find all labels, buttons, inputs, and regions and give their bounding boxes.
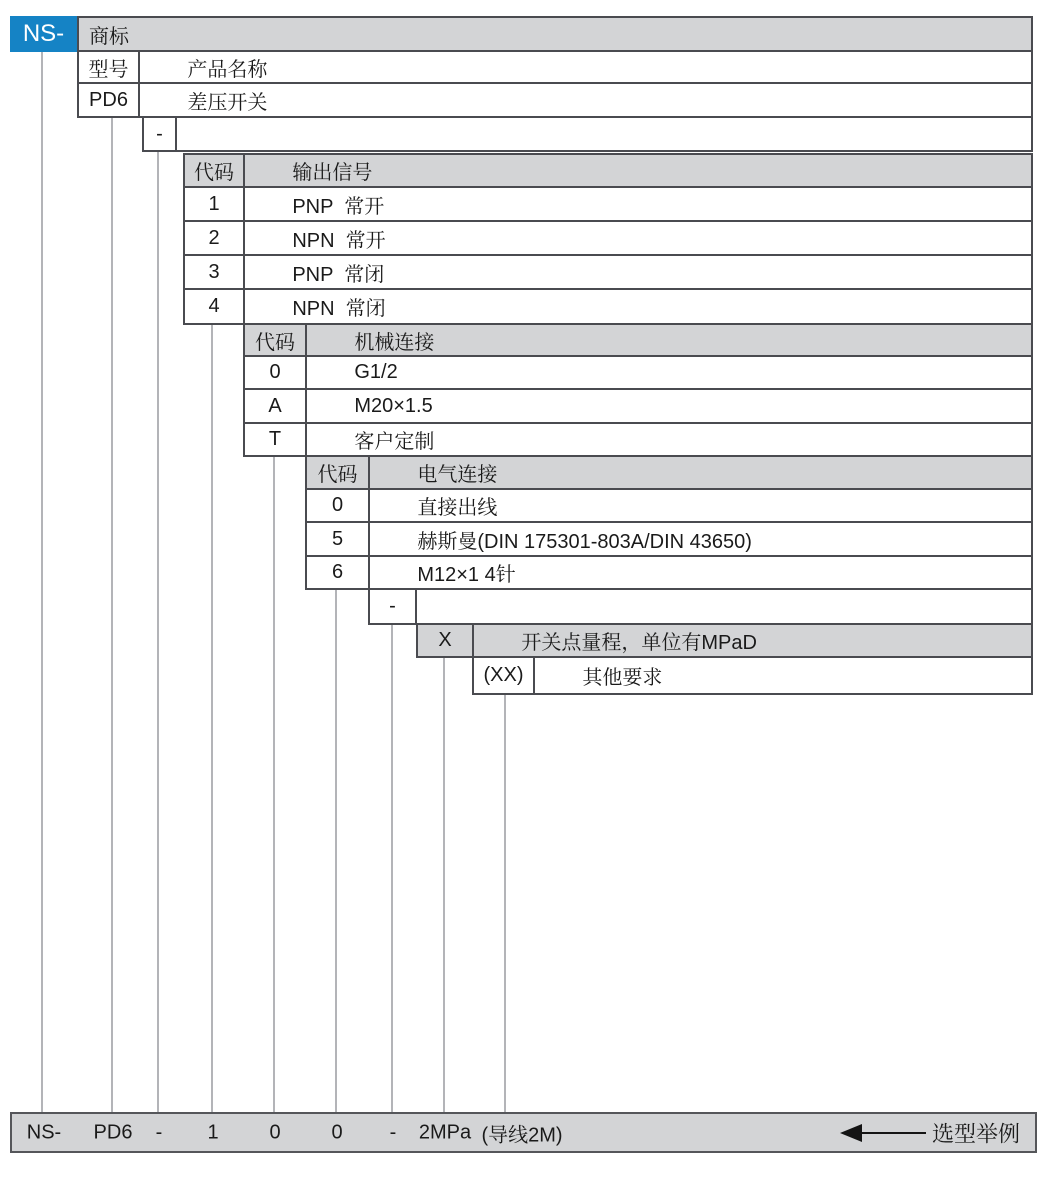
mech-row-2-code-cell bbox=[245, 390, 307, 422]
range-code-cell bbox=[418, 625, 474, 656]
other-code-label: (XX) bbox=[483, 664, 524, 686]
connector-line-elec bbox=[335, 590, 337, 1112]
mech-row-1-code: 0 bbox=[269, 361, 281, 383]
elec-code-header-label: 代码 bbox=[317, 464, 358, 486]
output-row-3-code-cell bbox=[185, 256, 245, 288]
output-row-2-code-cell bbox=[185, 222, 245, 254]
example-token-other: (导线2M) bbox=[481, 1124, 563, 1146]
other-label: 其他要求 bbox=[582, 667, 663, 689]
other-code-cell bbox=[474, 658, 535, 693]
model-value-row bbox=[77, 82, 1033, 118]
arrow-line bbox=[860, 1132, 926, 1134]
mech-code-header-cell bbox=[245, 325, 307, 355]
elec-row-1-label: 直接出线 bbox=[417, 497, 498, 519]
output-code-header-cell bbox=[185, 155, 245, 186]
output-row-3-code: 3 bbox=[208, 260, 220, 283]
connector-line-model bbox=[111, 118, 113, 1112]
elec-name-header-label: 电气连接 bbox=[417, 464, 498, 486]
example-token-range: 2MPa bbox=[418, 1121, 472, 1143]
output-code-header-label: 代码 bbox=[194, 162, 234, 184]
example-bar bbox=[10, 1112, 1037, 1153]
mech-row-2-label: M20×1.5 bbox=[354, 394, 433, 417]
connector-line-other bbox=[504, 695, 506, 1112]
connector-line-dash1 bbox=[157, 152, 159, 1112]
example-token-brand: NS- bbox=[26, 1121, 62, 1143]
elec-row-3-code-cell bbox=[307, 557, 370, 588]
connector-line-mech bbox=[273, 457, 275, 1112]
connector-line-dash2 bbox=[391, 625, 393, 1112]
elec-row-1-code-cell bbox=[307, 490, 370, 521]
output-row-1-code: 1 bbox=[208, 192, 220, 215]
range-code-label: X bbox=[438, 629, 452, 651]
brand-code-label: NS- bbox=[22, 20, 65, 47]
output-row-1-code-cell bbox=[185, 188, 245, 220]
mech-row-1-code-cell bbox=[245, 357, 307, 388]
elec-row-2-label: 赫斯曼(DIN 175301-803A/DIN 43650) bbox=[417, 530, 752, 553]
output-row-3-label: PNP 常闭 bbox=[292, 263, 385, 286]
mech-code-header-label: 代码 bbox=[255, 331, 295, 354]
mech-row-3-code: T bbox=[268, 428, 282, 450]
range-row bbox=[416, 623, 1033, 658]
mech-row-2-code: A bbox=[268, 394, 282, 417]
dash1-label: - bbox=[156, 122, 163, 145]
mech-row-3-label: 客户定制 bbox=[354, 431, 435, 453]
elec-row-3-label: M12×1 4针 bbox=[417, 564, 516, 586]
example-caption: 选型举例 bbox=[932, 1121, 1021, 1146]
model-name-value: 差压开关 bbox=[187, 91, 268, 114]
output-row-1-label: PNP 常开 bbox=[292, 195, 385, 218]
example-token-model: PD6 bbox=[93, 1121, 133, 1143]
other-label-cell bbox=[535, 638, 662, 713]
trademark-label: 商标 bbox=[89, 25, 129, 48]
connector-line-brand bbox=[41, 52, 43, 1112]
elec-code-header-cell bbox=[307, 457, 370, 488]
dash2-cell bbox=[370, 590, 417, 623]
model-code-header-label: 型号 bbox=[88, 58, 129, 81]
mech-row-1-label: G1/2 bbox=[354, 361, 398, 383]
model-code-header-cell bbox=[79, 52, 140, 82]
other-row bbox=[472, 656, 1033, 695]
mech-name-header-label: 机械连接 bbox=[354, 331, 435, 354]
connector-line-output bbox=[211, 325, 213, 1112]
output-name-header-label: 输出信号 bbox=[292, 162, 373, 184]
mech-row-3-code-cell bbox=[245, 424, 307, 455]
example-token-dash1: - bbox=[155, 1121, 163, 1143]
output-row-4-code: 4 bbox=[208, 295, 220, 317]
range-label: 开关点量程，单位有MPaD bbox=[521, 632, 757, 654]
example-token-elec: 0 bbox=[331, 1121, 343, 1143]
example-token-mech: 0 bbox=[269, 1121, 281, 1143]
example-token-dash2: - bbox=[389, 1121, 397, 1143]
connector-line-range bbox=[443, 658, 445, 1112]
brand-code-box bbox=[10, 16, 77, 52]
mech-row-3 bbox=[243, 422, 1033, 457]
dash1-cell bbox=[144, 118, 177, 150]
output-row-4-label: NPN 常闭 bbox=[292, 298, 386, 320]
model-name-header-label: 产品名称 bbox=[187, 58, 268, 81]
elec-row-2-code-cell bbox=[307, 523, 370, 555]
dash2-label: - bbox=[389, 595, 396, 617]
elec-row-3-code: 6 bbox=[331, 561, 344, 583]
elec-row-2-code: 5 bbox=[331, 527, 344, 550]
output-row-2-code: 2 bbox=[208, 226, 220, 249]
model-code-cell bbox=[79, 84, 140, 116]
elec-row-3 bbox=[305, 555, 1033, 590]
output-row-2-label: NPN 常开 bbox=[292, 229, 386, 252]
output-row-4-code-cell bbox=[185, 290, 245, 323]
model-code-value: PD6 bbox=[89, 88, 128, 111]
example-token-output: 1 bbox=[207, 1121, 219, 1143]
elec-row-1-code: 0 bbox=[331, 494, 344, 516]
left-arrow-icon bbox=[840, 1124, 862, 1142]
